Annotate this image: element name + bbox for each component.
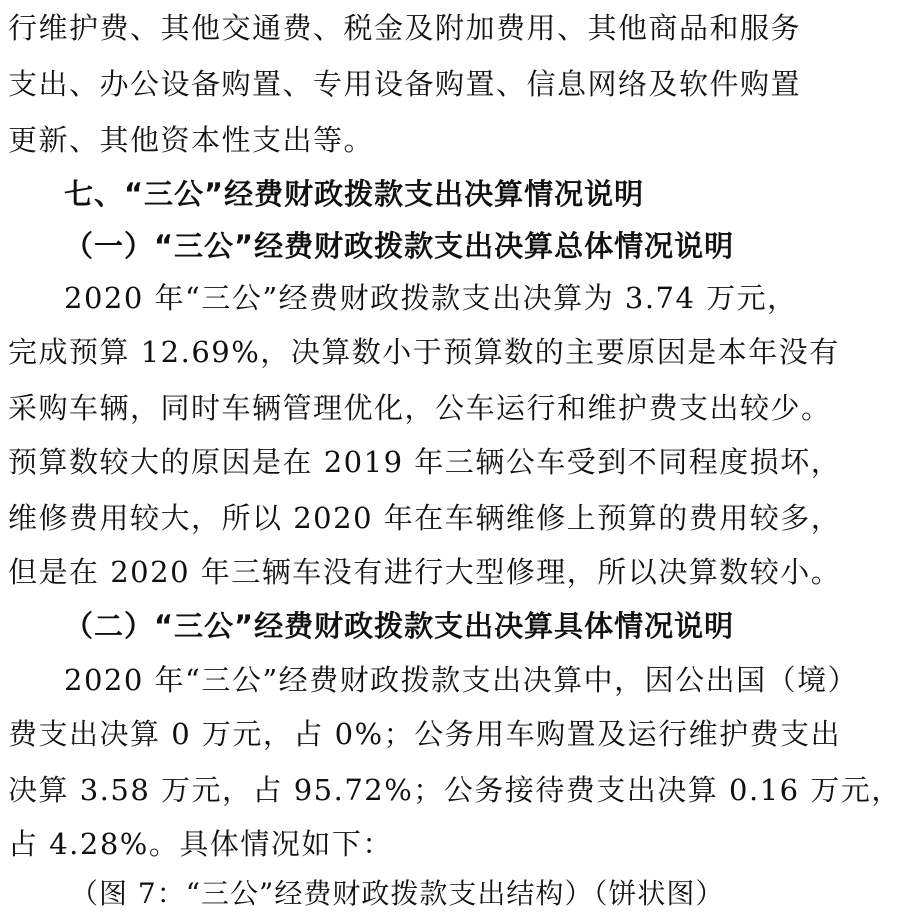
text-line-3: 更新、其他资本性支出等。	[8, 123, 375, 157]
text-line-1: 行维护费、其他交通费、税金及附加费用、其他商品和服务	[8, 11, 802, 45]
figure-caption: （图 7：“三公”经费财政拨款支出结构）（饼状图）	[70, 877, 725, 910]
text-line-6: 2020 年“三公”经费财政拨款支出决算为 3.74 万元，	[64, 281, 798, 315]
section-heading-7: 七、“三公”经费财政拨款支出决算情况说明	[64, 177, 645, 211]
text-line-2: 支出、办公设备购置、专用设备购置、信息网络及软件购置	[8, 67, 802, 101]
text-line-15: 决算 3.58 万元，占 95.72%；公务接待费支出决算 0.16 万元，	[8, 773, 902, 807]
text-line-7: 完成预算 12.69%，决算数小于预算数的主要原因是本年没有	[8, 335, 840, 369]
text-line-8: 采购车辆，同时车辆管理优化，公车运行和维护费支出较少。	[8, 391, 832, 425]
text-line-13: 2020 年“三公”经费财政拨款支出决算中，因公出国（境）	[64, 663, 859, 697]
text-line-14: 费支出决算 0 万元，占 0%；公务用车购置及运行维护费支出	[8, 717, 842, 751]
text-line-9: 预算数较大的原因是在 2019 年三辆公车受到不同程度损坏，	[8, 445, 842, 479]
text-line-16: 占 4.28%。具体情况如下：	[8, 827, 393, 861]
text-line-11: 但是在 2020 年三辆车没有进行大型修理，所以决算数较小。	[8, 555, 842, 589]
text-line-10: 维修费用较大，所以 2020 年在车辆维修上预算的费用较多，	[8, 501, 842, 535]
subsection-heading-2: （二）“三公”经费财政拨款支出决算具体情况说明	[64, 609, 735, 643]
subsection-heading-1: （一）“三公”经费财政拨款支出决算总体情况说明	[64, 229, 735, 263]
